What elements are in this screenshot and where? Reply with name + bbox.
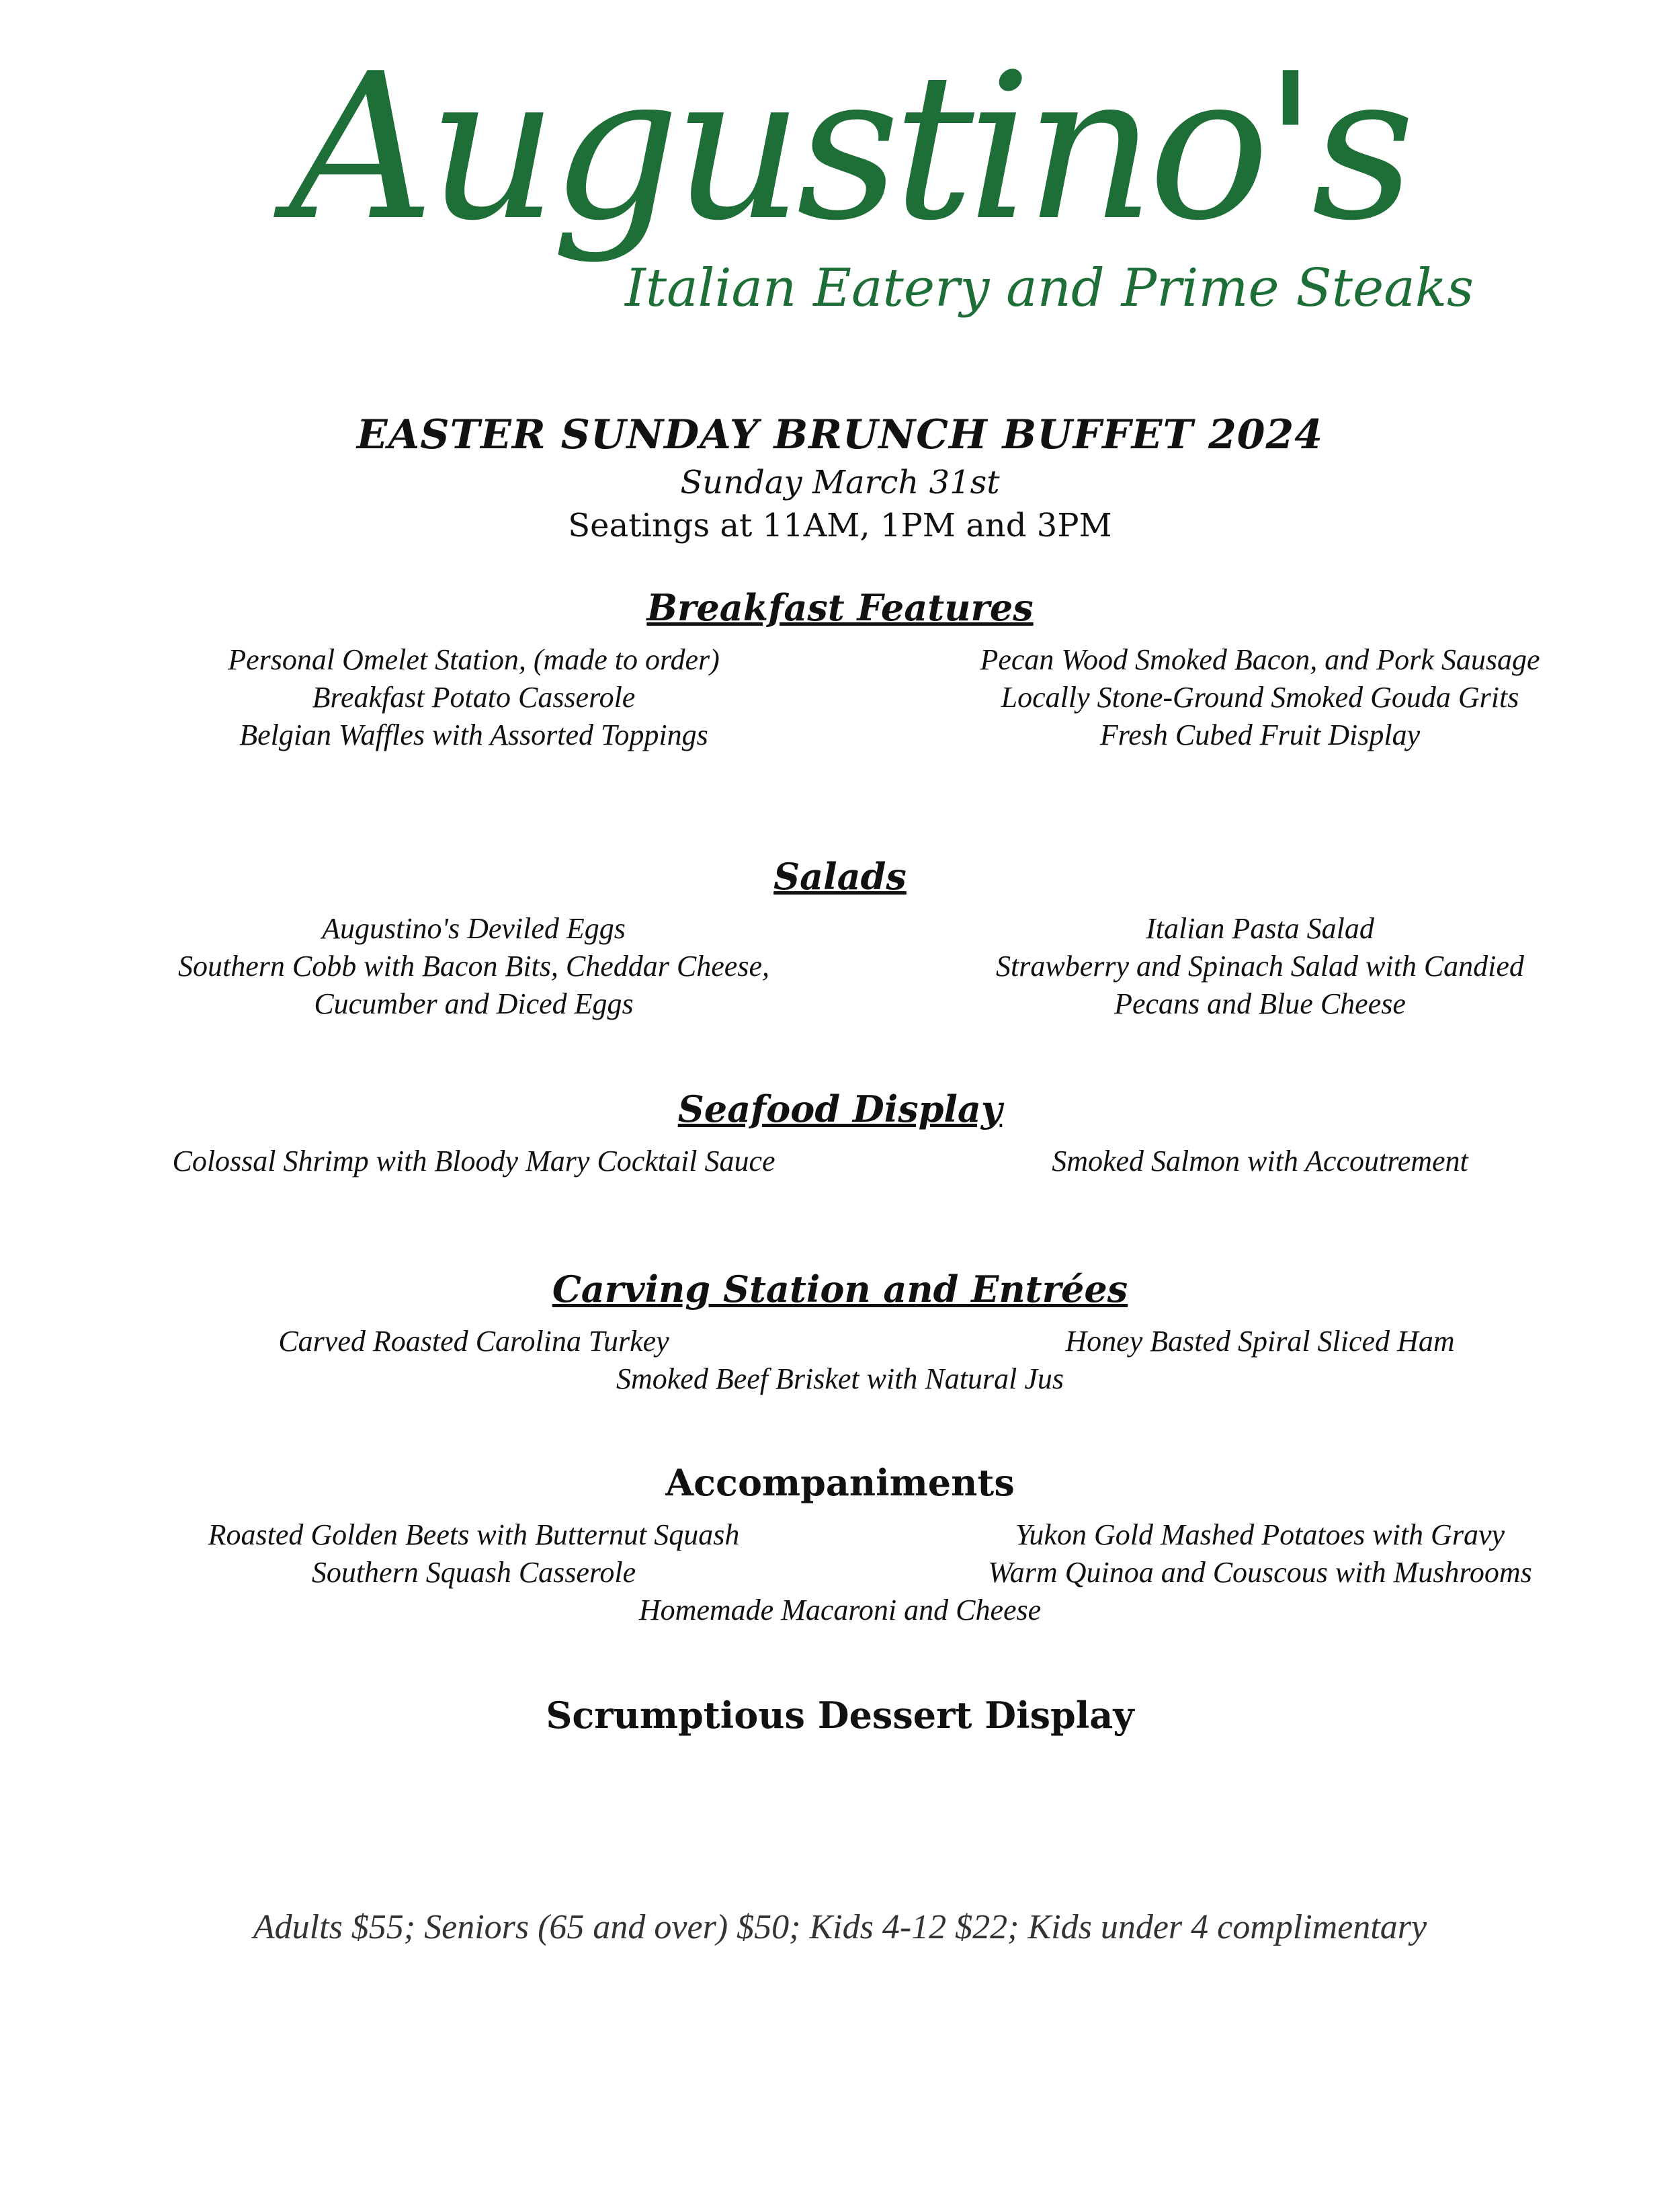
section-heading-breakfast: Breakfast Features <box>646 586 1034 629</box>
menu-item: Roasted Golden Beets with Butternut Squash <box>208 1518 740 1551</box>
menu-item: Pecans and Blue Cheese <box>1114 987 1406 1020</box>
menu-title: EASTER SUNDAY BRUNCH BUFFET 2024 <box>356 411 1324 458</box>
menu-item: Carved Roasted Carolina Turkey <box>278 1325 669 1358</box>
menu-item: Personal Omelet Station, (made to order) <box>228 643 720 676</box>
menu-item: Honey Basted Spiral Sliced Ham <box>1065 1325 1455 1358</box>
section-heading-seafood: Seafood Display <box>677 1087 1003 1130</box>
section-heading-salads: Salads <box>773 855 907 898</box>
menu-item: Pecan Wood Smoked Bacon, and Pork Sausage <box>980 643 1540 676</box>
menu-item: Southern Cobb with Bacon Bits, Cheddar Cheese, <box>178 950 769 983</box>
menu-item: Homemade Macaroni and Cheese <box>638 1594 1042 1626</box>
menu-item: Yukon Gold Mashed Potatoes with Gravy <box>1015 1518 1505 1551</box>
logo-name: Augustino's <box>289 30 1409 265</box>
section-heading-dessert: Scrumptious Dessert Display <box>546 1694 1134 1737</box>
seating-times: Seatings at 11AM, 1PM and 3PM <box>568 507 1112 544</box>
menu-item: Cucumber and Diced Eggs <box>314 987 634 1020</box>
logo-tagline: Italian Eatery and Prime Steaks <box>625 258 1474 319</box>
menu-item: Colossal Shrimp with Bloody Mary Cocktail Sauce <box>172 1145 775 1178</box>
section-heading-accompaniments: Accompaniments <box>665 1461 1015 1504</box>
menu-item: Belgian Waffles with Assorted Toppings <box>239 718 708 751</box>
restaurant-logo <box>0 0 1680 376</box>
menu-item: Smoked Salmon with Accoutrement <box>1052 1145 1468 1178</box>
menu-item: Breakfast Potato Casserole <box>312 681 636 714</box>
menu-item: Italian Pasta Salad <box>1146 912 1374 945</box>
menu-item: Augustino's Deviled Eggs <box>322 912 626 945</box>
menu-item: Locally Stone-Ground Smoked Gouda Grits <box>1001 681 1519 714</box>
event-date: Sunday March 31st <box>680 464 1000 501</box>
section-heading-carving: Carving Station and Entrées <box>552 1268 1128 1311</box>
pricing-line: Adults $55; Seniors (65 and over) $50; Kids 4-12 $22; Kids under 4 complimentary <box>253 1908 1427 1946</box>
menu-item: Southern Squash Casserole <box>311 1556 636 1589</box>
menu-item: Warm Quinoa and Couscous with Mushrooms <box>988 1556 1532 1589</box>
menu-item: Smoked Beef Brisket with Natural Jus <box>616 1362 1064 1395</box>
menu-item: Fresh Cubed Fruit Display <box>1099 718 1421 751</box>
menu-item: Strawberry and Spinach Salad with Candied <box>996 950 1524 983</box>
